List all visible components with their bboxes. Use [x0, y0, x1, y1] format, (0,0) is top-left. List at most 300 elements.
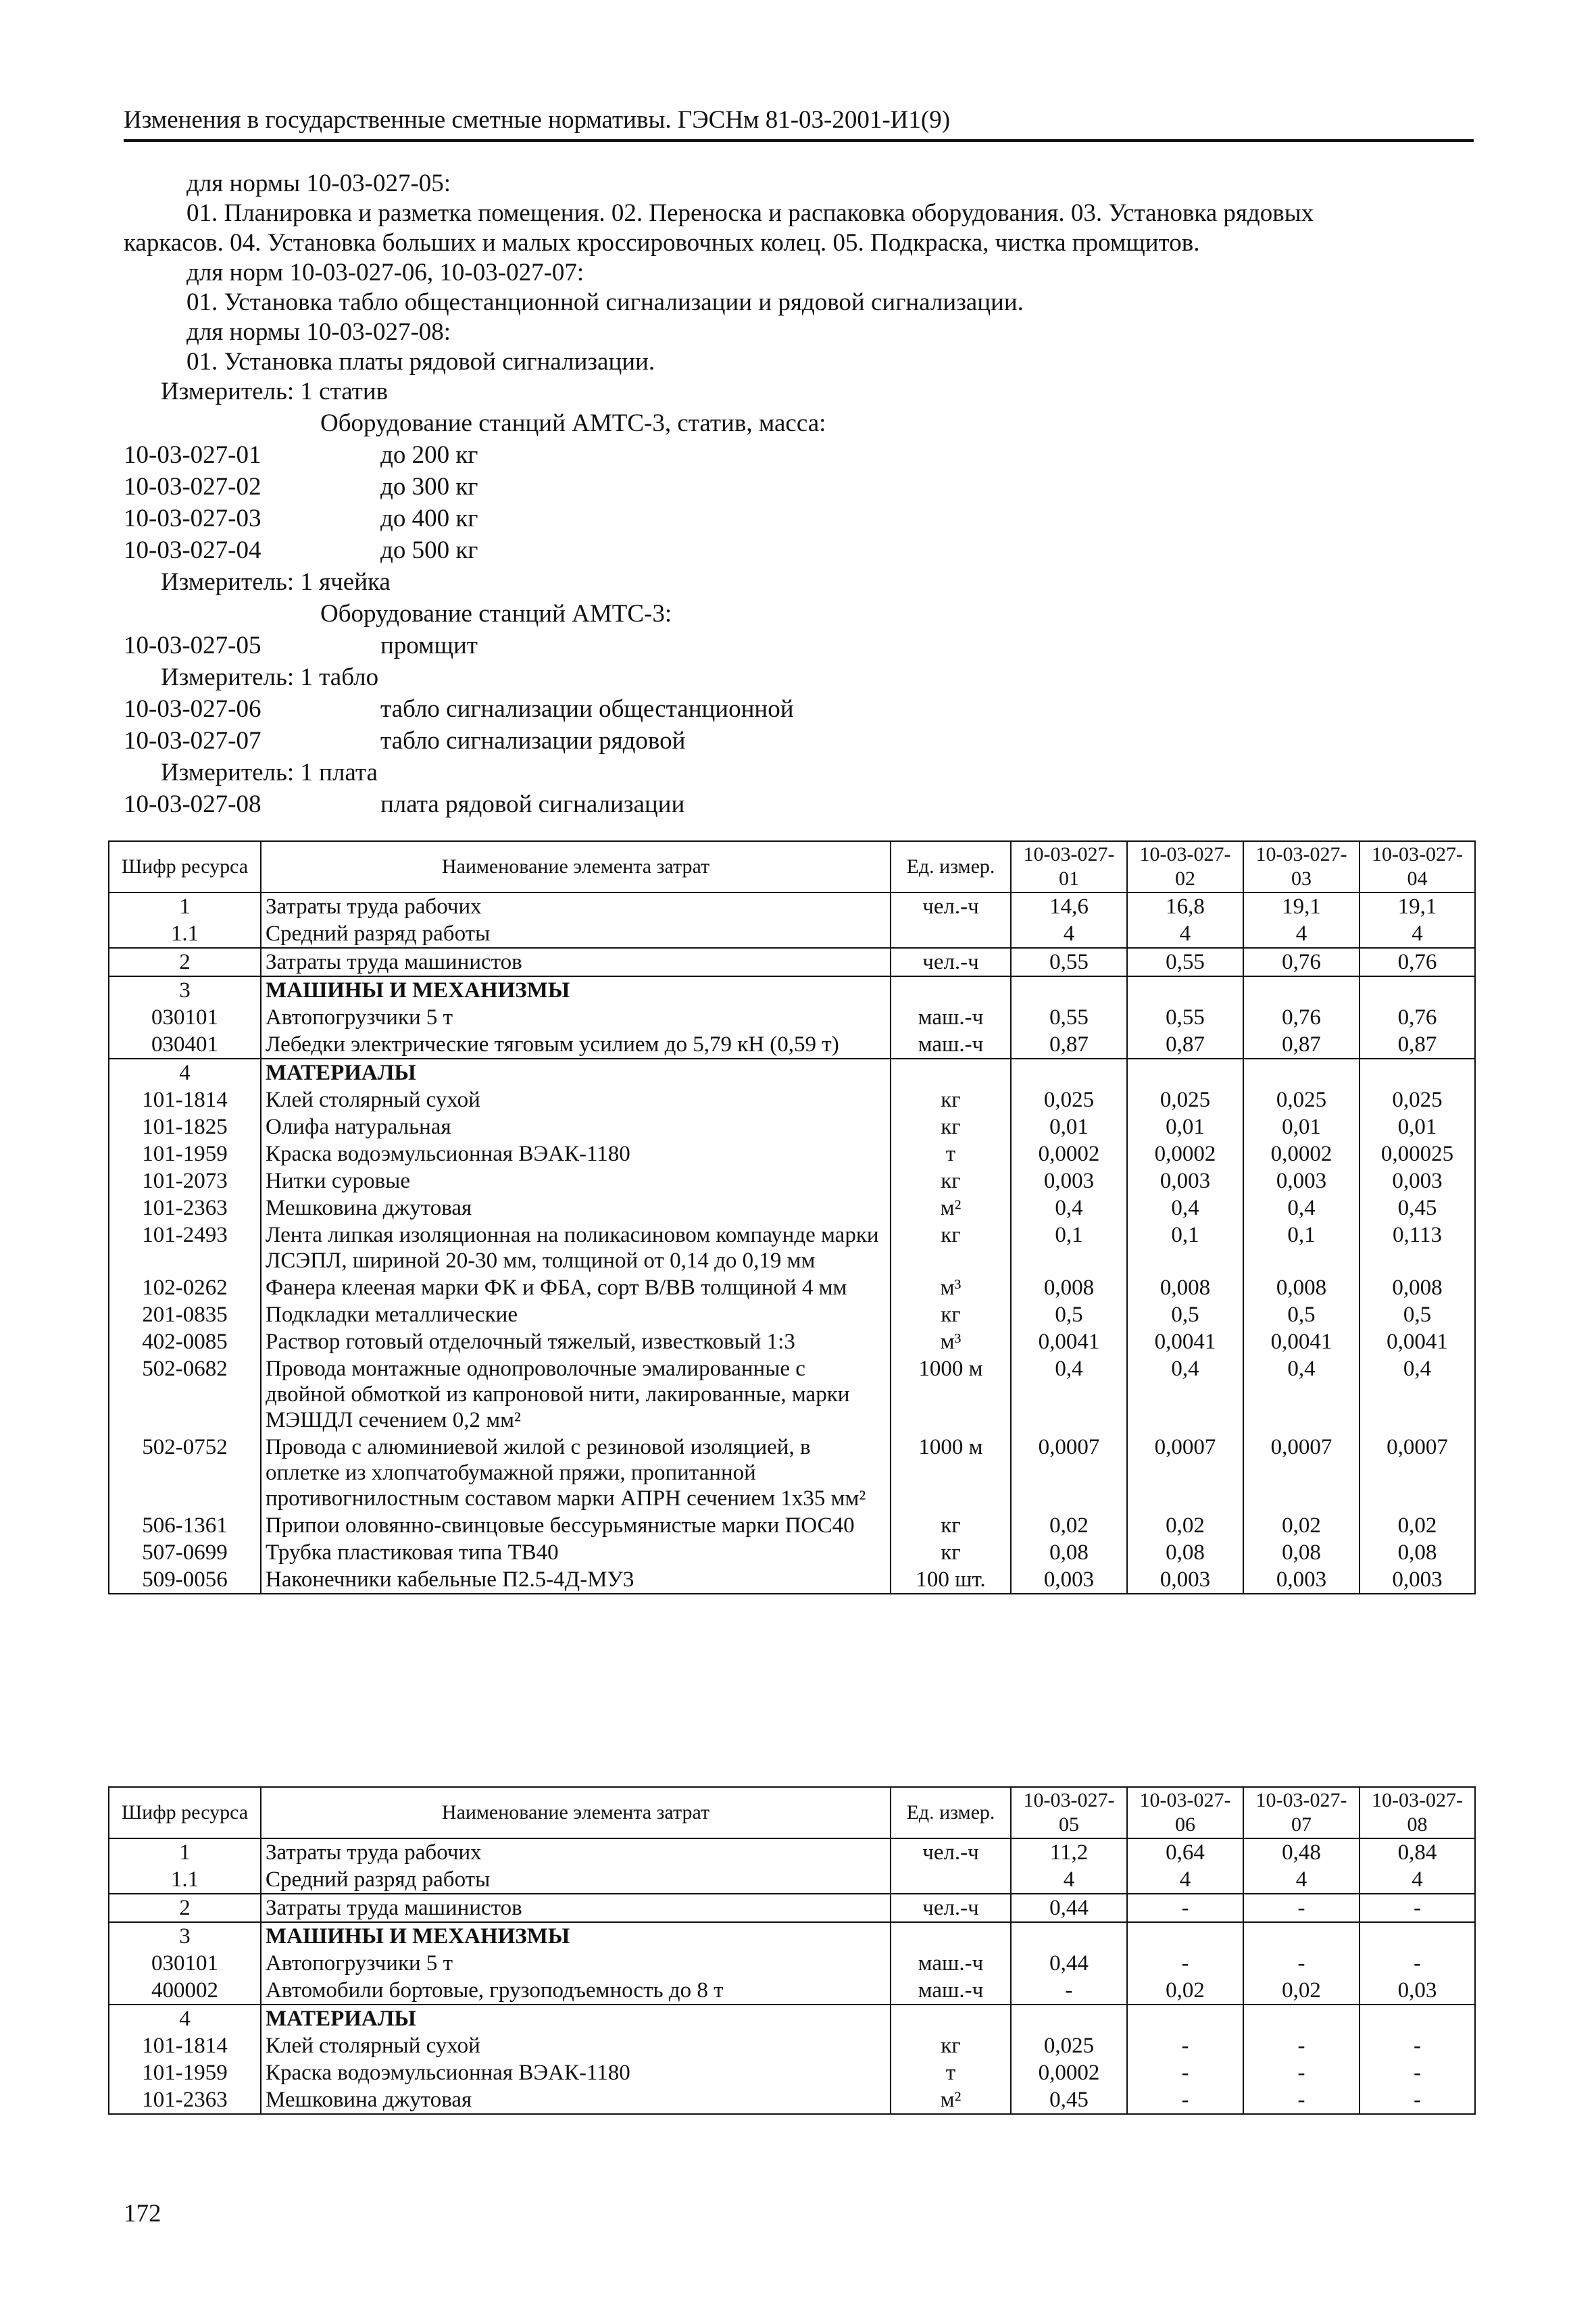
cell-value: 0,003	[1243, 1566, 1360, 1594]
cell-value: 0,0041	[1243, 1328, 1360, 1355]
cell-value: 0,08	[1011, 1539, 1127, 1566]
cell-value: 0,02	[1011, 1512, 1127, 1539]
intro-line-6: для нормы 10-03-027-08:	[186, 318, 451, 346]
intro-line-1: для нормы 10-03-027-05:	[186, 170, 451, 197]
table-row	[109, 1838, 1475, 1866]
cell-value: 0,5	[1127, 1301, 1243, 1328]
cell-value: 0,025	[1011, 2032, 1127, 2059]
cell-value: 0,003	[1127, 1566, 1243, 1594]
cell-code: 102-0262	[109, 1274, 261, 1301]
cell-value: 19,1	[1243, 892, 1360, 920]
cell-name: Автомобили бортовые, грузоподъемность до 8 т	[261, 1977, 891, 2005]
cell-value: 0,4	[1127, 1194, 1243, 1222]
cell-value	[1360, 976, 1475, 1004]
table-row	[109, 2059, 1475, 2086]
cell-value	[1360, 2005, 1475, 2032]
table-row	[109, 1167, 1475, 1194]
norm-code: 10-03-027-05	[124, 632, 261, 659]
cell-name: Лебедки электрические тяговым усилием до 5,79 кН (0,59 т)	[261, 1031, 891, 1059]
cell-value: 0,02	[1127, 1512, 1243, 1539]
cell-value: 0,025	[1127, 1086, 1243, 1113]
cell-value: 0,76	[1360, 1004, 1475, 1031]
cell-value: 0,44	[1011, 1950, 1127, 1977]
table-row	[109, 1059, 1475, 1086]
table-row	[109, 1566, 1475, 1594]
header-unit: Ед. измер.	[891, 1787, 1011, 1838]
cell-value: 0,1	[1127, 1222, 1243, 1274]
cell-unit: кг	[891, 1222, 1011, 1274]
cell-value: 0,003	[1127, 1167, 1243, 1194]
cell-value: 0,008	[1360, 1274, 1475, 1301]
cell-value: -	[1127, 2086, 1243, 2114]
cell-unit: кг	[891, 1086, 1011, 1113]
cell-unit: кг	[891, 1539, 1011, 1566]
cell-value: 0,4	[1011, 1355, 1127, 1434]
cell-value: 0,4	[1011, 1194, 1127, 1222]
cell-value: 0,44	[1011, 1894, 1127, 1922]
cell-value: 0,45	[1011, 2086, 1127, 2114]
cell-unit: т	[891, 2059, 1011, 2086]
cell-unit: 100 шт.	[891, 1566, 1011, 1594]
cell-code: 1	[109, 1838, 261, 1866]
table-row	[109, 1113, 1475, 1140]
cell-value	[1127, 1059, 1243, 1086]
norm-code: 10-03-027-07	[124, 727, 261, 755]
cell-value: 0,84	[1360, 1838, 1475, 1866]
cell-value: 0,0002	[1127, 1140, 1243, 1167]
cell-value	[1360, 1059, 1475, 1086]
cell-name: Клей столярный сухой	[261, 2032, 891, 2059]
cell-value: 0,025	[1011, 1086, 1127, 1113]
cell-value: 11,2	[1011, 1838, 1127, 1866]
cell-unit: кг	[891, 2032, 1011, 2059]
cell-value: 0,003	[1360, 1566, 1475, 1594]
cell-name: Подкладки металлические	[261, 1301, 891, 1328]
norm-text: табло сигнализации рядовой	[380, 727, 686, 755]
cell-name: Краска водоэмульсионная ВЭАК-1180	[261, 1140, 891, 1167]
cell-unit	[891, 1922, 1011, 1950]
cell-code: 030101	[109, 1004, 261, 1031]
cell-unit: кг	[891, 1512, 1011, 1539]
header-code: Шифр ресурса	[109, 1787, 261, 1838]
header-name: Наименование элемента затрат	[261, 1787, 891, 1838]
table-row	[109, 920, 1475, 948]
cell-code: 2	[109, 948, 261, 976]
cell-unit: т	[891, 1140, 1011, 1167]
header-norm: 10-03-027-03	[1243, 841, 1360, 892]
cell-value: -	[1360, 1894, 1475, 1922]
cell-value: 0,01	[1127, 1113, 1243, 1140]
cell-code: 101-2363	[109, 2086, 261, 2114]
cell-value: -	[1243, 1950, 1360, 1977]
cell-name: Наконечники кабельные П2.5-4Д-МУ3	[261, 1566, 891, 1594]
cell-value: 0,87	[1360, 1031, 1475, 1059]
cell-unit	[891, 976, 1011, 1004]
table-row	[109, 892, 1475, 920]
norm-code: 10-03-027-01	[124, 441, 261, 469]
cell-name: Затраты труда машинистов	[261, 948, 891, 976]
cell-value: 14,6	[1011, 892, 1127, 920]
cell-value: 0,87	[1127, 1031, 1243, 1059]
table-row	[109, 1328, 1475, 1355]
cell-value: 0,0041	[1360, 1328, 1475, 1355]
table-row	[109, 1355, 1475, 1434]
norm-text: промщит	[380, 632, 478, 659]
table-row	[109, 1031, 1475, 1059]
cell-value	[1011, 1922, 1127, 1950]
cell-value: 0,08	[1360, 1539, 1475, 1566]
header-rule	[124, 139, 1474, 142]
cell-value: -	[1360, 1950, 1475, 1977]
header-unit: Ед. измер.	[891, 841, 1011, 892]
cell-value: 0,55	[1011, 1004, 1127, 1031]
cell-unit: маш.-ч	[891, 1977, 1011, 2005]
cell-value: 4	[1360, 920, 1475, 948]
table-row	[109, 1222, 1475, 1274]
cell-value	[1127, 2005, 1243, 2032]
cell-value	[1243, 976, 1360, 1004]
cell-value: 4	[1360, 1866, 1475, 1894]
cell-unit: 1000 м	[891, 1434, 1011, 1512]
cell-code: 101-1825	[109, 1113, 261, 1140]
cell-code: 030101	[109, 1950, 261, 1977]
table-body	[109, 1838, 1475, 2114]
cell-value: 0,0041	[1011, 1328, 1127, 1355]
cell-value: -	[1243, 2032, 1360, 2059]
intro-line-7: 01. Установка платы рядовой сигнализации.	[186, 348, 655, 376]
cell-value	[1011, 976, 1127, 1004]
cell-value: 0,0002	[1243, 1140, 1360, 1167]
table-row	[109, 1274, 1475, 1301]
cell-name: Затраты труда рабочих	[261, 892, 891, 920]
cell-value: 0,02	[1243, 1977, 1360, 2005]
cell-value: 0,1	[1011, 1222, 1127, 1274]
cell-value: 4	[1127, 920, 1243, 948]
cell-name: Краска водоэмульсионная ВЭАК-1180	[261, 2059, 891, 2086]
cell-value: 0,76	[1243, 948, 1360, 976]
cell-value: 19,1	[1360, 892, 1475, 920]
cell-value: 0,0007	[1360, 1434, 1475, 1512]
table-row	[109, 1140, 1475, 1167]
header-norm: 10-03-027-05	[1011, 1787, 1127, 1838]
norm-text: табло сигнализации общестанционной	[380, 695, 794, 723]
page-header-title: Изменения в государственные сметные нормативы. ГЭСНм 81-03-2001-И1(9)	[124, 106, 951, 134]
cell-unit: кг	[891, 1301, 1011, 1328]
cell-value: 0,48	[1243, 1838, 1360, 1866]
cell-code: 502-0682	[109, 1355, 261, 1434]
cell-value: 0,01	[1243, 1113, 1360, 1140]
norm-code: 10-03-027-08	[124, 790, 261, 818]
cell-value: 0,0002	[1011, 1140, 1127, 1167]
cell-name: МАТЕРИАЛЫ	[261, 1059, 891, 1086]
page-number: 172	[124, 2200, 161, 2228]
cell-value: 0,008	[1127, 1274, 1243, 1301]
cell-code: 101-1814	[109, 2032, 261, 2059]
cell-value: 0,4	[1243, 1194, 1360, 1222]
norm-text: до 500 кг	[380, 536, 478, 564]
cell-value: 0,0007	[1243, 1434, 1360, 1512]
cell-unit: 1000 м	[891, 1355, 1011, 1434]
measure-3: Измеритель: 1 табло	[161, 663, 379, 691]
equipment-1: Оборудование станций АМТС-3, статив, масса:	[320, 409, 826, 437]
table-row	[109, 2005, 1475, 2032]
cell-name: Средний разряд работы	[261, 1866, 891, 1894]
cell-value: -	[1243, 2086, 1360, 2114]
cell-value: 0,03	[1360, 1977, 1475, 2005]
cell-name: Затраты труда машинистов	[261, 1894, 891, 1922]
cell-name: Фанера клееная марки ФК и ФБА, сорт В/ВВ толщиной 4 мм	[261, 1274, 891, 1301]
cell-code: 506-1361	[109, 1512, 261, 1539]
cell-value	[1243, 1059, 1360, 1086]
cell-name: Провода с алюминиевой жилой с резиновой изоляцией, в оплетке из хлопчатобумажной пряжи, пропитанной противогнилостным составом марки АПРН сечением 1х35 мм²	[261, 1434, 891, 1512]
table-row	[109, 1950, 1475, 1977]
cell-code: 1.1	[109, 920, 261, 948]
table-header-row	[109, 1787, 1475, 1838]
cell-code: 101-2073	[109, 1167, 261, 1194]
table-body	[109, 892, 1475, 1594]
cell-value: 4	[1127, 1866, 1243, 1894]
cell-name: Нитки суровые	[261, 1167, 891, 1194]
cell-value: 4	[1243, 920, 1360, 948]
norm-code: 10-03-027-03	[124, 505, 261, 532]
cell-code: 507-0699	[109, 1539, 261, 1566]
cell-value	[1243, 2005, 1360, 2032]
header-norm: 10-03-027-02	[1127, 841, 1243, 892]
cell-code: 101-1959	[109, 2059, 261, 2086]
cell-unit	[891, 1866, 1011, 1894]
cell-unit: м²	[891, 2086, 1011, 2114]
cell-value: 0,08	[1127, 1539, 1243, 1566]
norm-code: 10-03-027-04	[124, 536, 261, 564]
cell-unit	[891, 1059, 1011, 1086]
cell-name: Затраты труда рабочих	[261, 1838, 891, 1866]
cell-code: 2	[109, 1894, 261, 1922]
cell-code: 3	[109, 1922, 261, 1950]
table-row	[109, 1866, 1475, 1894]
cell-value: -	[1243, 2059, 1360, 2086]
equipment-2: Оборудование станций АМТС-3:	[320, 600, 672, 628]
norm-code: 10-03-027-02	[124, 473, 261, 501]
cell-name: Мешковина джутовая	[261, 2086, 891, 2114]
header-norm: 10-03-027-06	[1127, 1787, 1243, 1838]
cell-value	[1011, 1059, 1127, 1086]
cell-name: Олифа натуральная	[261, 1113, 891, 1140]
cell-unit: кг	[891, 1167, 1011, 1194]
header-norm: 10-03-027-08	[1360, 1787, 1475, 1838]
intro-line-3: каркасов. 04. Установка больших и малых кроссировочных колец. 05. Подкраска, чистка промщитов.	[124, 229, 1200, 257]
cell-name: Мешковина джутовая	[261, 1194, 891, 1222]
cell-code: 3	[109, 976, 261, 1004]
cell-code: 1.1	[109, 1866, 261, 1894]
norm-text: до 200 кг	[380, 441, 478, 469]
table-row	[109, 1977, 1475, 2005]
norm-text: плата рядовой сигнализации	[380, 790, 685, 818]
cell-unit: кг	[891, 1113, 1011, 1140]
cell-value: 0,008	[1011, 1274, 1127, 1301]
cell-value: 0,02	[1127, 1977, 1243, 2005]
cell-value: 0,02	[1243, 1512, 1360, 1539]
cell-value: 0,76	[1243, 1004, 1360, 1031]
cell-unit: чел.-ч	[891, 1894, 1011, 1922]
cell-value: 0,0002	[1011, 2059, 1127, 2086]
cell-value: 0,64	[1127, 1838, 1243, 1866]
cell-code: 502-0752	[109, 1434, 261, 1512]
cell-name: Лента липкая изоляционная на поликасиновом компаунде марки ЛСЭПЛ, шириной 20-30 мм, толщиной от 0,14 до 0,19 мм	[261, 1222, 891, 1274]
cell-value: 0,003	[1243, 1167, 1360, 1194]
table-row	[109, 976, 1475, 1004]
cell-value: 0,0007	[1011, 1434, 1127, 1512]
table-row	[109, 1894, 1475, 1922]
cell-value: -	[1360, 2086, 1475, 2114]
cell-code: 1	[109, 892, 261, 920]
cell-value: 0,76	[1360, 948, 1475, 976]
cell-value: 0,0041	[1127, 1328, 1243, 1355]
cell-value: -	[1127, 1950, 1243, 1977]
table-row	[109, 1922, 1475, 1950]
cell-value: 0,0007	[1127, 1434, 1243, 1512]
cell-name: МАТЕРИАЛЫ	[261, 2005, 891, 2032]
cell-value: 0,008	[1243, 1274, 1360, 1301]
cell-code: 402-0085	[109, 1328, 261, 1355]
cell-code: 101-2363	[109, 1194, 261, 1222]
cell-code: 101-1959	[109, 1140, 261, 1167]
norm-text: до 300 кг	[380, 473, 478, 501]
cell-code: 201-0835	[109, 1301, 261, 1328]
cell-name: МАШИНЫ И МЕХАНИЗМЫ	[261, 1922, 891, 1950]
cell-unit: м²	[891, 1194, 1011, 1222]
cell-unit: чел.-ч	[891, 1838, 1011, 1866]
cell-unit	[891, 2005, 1011, 2032]
header-name: Наименование элемента затрат	[261, 841, 891, 892]
cell-value	[1011, 2005, 1127, 2032]
table-row	[109, 2032, 1475, 2059]
cell-code: 4	[109, 2005, 261, 2032]
cell-code: 4	[109, 1059, 261, 1086]
cell-unit: м³	[891, 1328, 1011, 1355]
cell-value: -	[1243, 1894, 1360, 1922]
table-row	[109, 1086, 1475, 1113]
cell-unit: чел.-ч	[891, 892, 1011, 920]
cell-value: 4	[1243, 1866, 1360, 1894]
cell-code: 030401	[109, 1031, 261, 1059]
cell-value: -	[1360, 2059, 1475, 2086]
measure-1: Измеритель: 1 статив	[161, 378, 389, 405]
cell-value: 0,003	[1011, 1167, 1127, 1194]
cell-value: 16,8	[1127, 892, 1243, 920]
table-row	[109, 1194, 1475, 1222]
cell-unit: маш.-ч	[891, 1031, 1011, 1059]
cell-value: 0,4	[1360, 1355, 1475, 1434]
cell-name: Припои оловянно-свинцовые бессурьмянистые марки ПОС40	[261, 1512, 891, 1539]
cell-value	[1360, 1922, 1475, 1950]
cell-value: -	[1127, 1894, 1243, 1922]
cell-value: 0,5	[1243, 1301, 1360, 1328]
cell-unit: чел.-ч	[891, 948, 1011, 976]
cell-name: Раствор готовый отделочный тяжелый, известковый 1:3	[261, 1328, 891, 1355]
cell-unit	[891, 920, 1011, 948]
cell-value: 0,5	[1011, 1301, 1127, 1328]
cell-value: -	[1127, 2059, 1243, 2086]
cell-value: 0,003	[1360, 1167, 1475, 1194]
cell-value: 4	[1011, 1866, 1127, 1894]
measure-2: Измеритель: 1 ячейка	[161, 568, 391, 596]
cell-name: МАШИНЫ И МЕХАНИЗМЫ	[261, 976, 891, 1004]
cell-value: 0,01	[1360, 1113, 1475, 1140]
cell-name: Средний разряд работы	[261, 920, 891, 948]
cell-value: 0,08	[1243, 1539, 1360, 1566]
header-norm: 10-03-027-04	[1360, 841, 1475, 892]
intro-line-2: 01. Планировка и разметка помещения. 02. Переноска и распаковка оборудования. 03. Установка рядовых	[186, 199, 1314, 227]
cell-value: 0,87	[1243, 1031, 1360, 1059]
cell-value: 0,00025	[1360, 1140, 1475, 1167]
cell-code: 509-0056	[109, 1566, 261, 1594]
cell-value: 0,55	[1011, 948, 1127, 976]
table-header-row	[109, 841, 1475, 892]
cell-name: Провода монтажные однопроволочные эмалированные с двойной обмоткой из капроновой нити, лакированные, марки МЭШДЛ сечением 0,2 мм²	[261, 1355, 891, 1434]
cell-value: 0,4	[1243, 1355, 1360, 1434]
table-row	[109, 1301, 1475, 1328]
cell-code: 101-2493	[109, 1222, 261, 1274]
cell-name: Автопогрузчики 5 т	[261, 1004, 891, 1031]
measure-4: Измеритель: 1 плата	[161, 759, 378, 786]
cell-value: 0,025	[1360, 1086, 1475, 1113]
cell-value: 0,1	[1243, 1222, 1360, 1274]
norm-text: до 400 кг	[380, 505, 478, 532]
cell-value: 0,02	[1360, 1512, 1475, 1539]
norm-code: 10-03-027-06	[124, 695, 261, 723]
cell-unit: маш.-ч	[891, 1004, 1011, 1031]
cell-code: 101-1814	[109, 1086, 261, 1113]
cell-unit: маш.-ч	[891, 1950, 1011, 1977]
cell-value: 0,87	[1011, 1031, 1127, 1059]
table-row	[109, 1434, 1475, 1512]
cell-value: -	[1011, 1977, 1127, 2005]
cell-value: 0,025	[1243, 1086, 1360, 1113]
cell-value: 0,55	[1127, 1004, 1243, 1031]
table-row	[109, 2086, 1475, 2114]
table-row	[109, 1539, 1475, 1566]
resource-table-2	[108, 1786, 1476, 2115]
cell-value: -	[1127, 2032, 1243, 2059]
cell-unit: м³	[891, 1274, 1011, 1301]
cell-code: 400002	[109, 1977, 261, 2005]
table-row	[109, 1004, 1475, 1031]
cell-value	[1243, 1922, 1360, 1950]
cell-value: 0,55	[1127, 948, 1243, 976]
cell-name: Трубка пластиковая типа ТВ40	[261, 1539, 891, 1566]
cell-name: Автопогрузчики 5 т	[261, 1950, 891, 1977]
cell-value: 4	[1011, 920, 1127, 948]
cell-value	[1127, 976, 1243, 1004]
cell-value: 0,4	[1127, 1355, 1243, 1434]
table-row	[109, 948, 1475, 976]
header-code: Шифр ресурса	[109, 841, 261, 892]
cell-value: 0,5	[1360, 1301, 1475, 1328]
intro-line-4: для норм 10-03-027-06, 10-03-027-07:	[186, 259, 584, 286]
cell-value: 0,003	[1011, 1566, 1127, 1594]
resource-table-1	[108, 840, 1476, 1594]
cell-value: 0,45	[1360, 1194, 1475, 1222]
table-row	[109, 1512, 1475, 1539]
cell-name: Клей столярный сухой	[261, 1086, 891, 1113]
cell-value: 0,113	[1360, 1222, 1475, 1274]
header-norm: 10-03-027-01	[1011, 841, 1127, 892]
cell-value: 0,01	[1011, 1113, 1127, 1140]
intro-line-5: 01. Установка табло общестанционной сигнализации и рядовой сигнализации.	[186, 288, 1024, 316]
header-norm: 10-03-027-07	[1243, 1787, 1360, 1838]
cell-value	[1127, 1922, 1243, 1950]
cell-value: -	[1360, 2032, 1475, 2059]
